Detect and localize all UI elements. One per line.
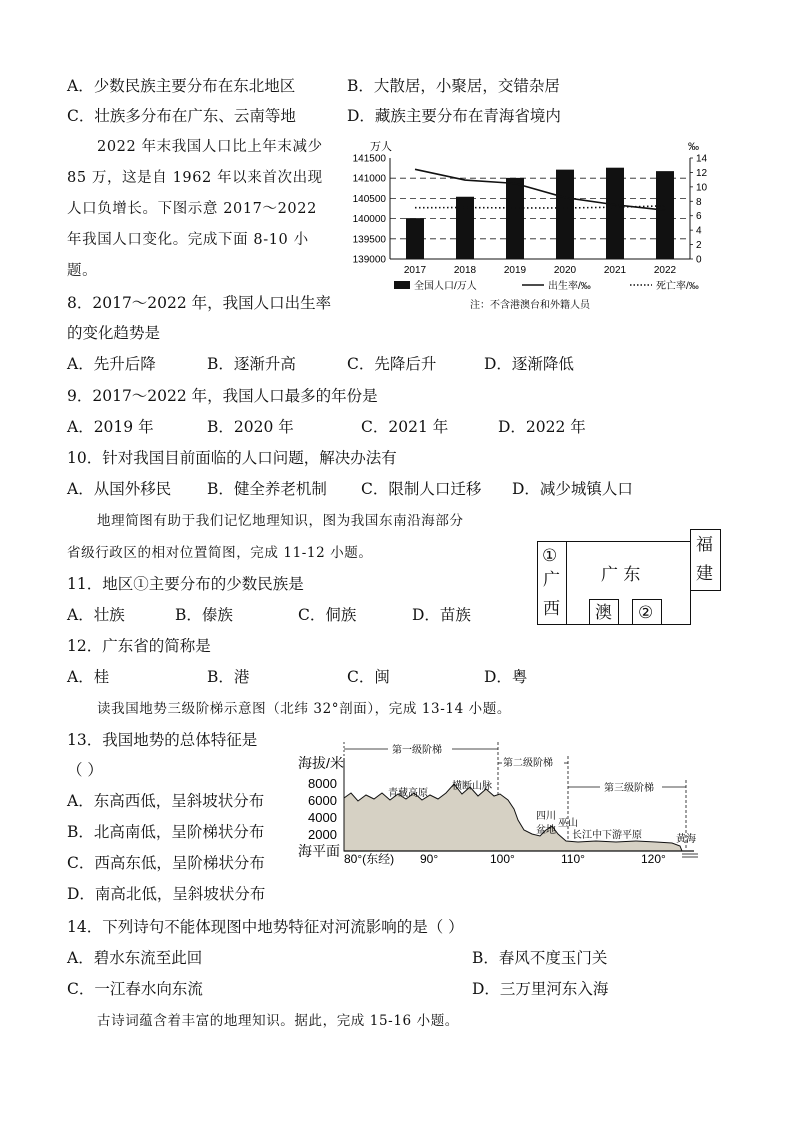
population-bar-2022: [656, 171, 674, 259]
intro-paragraph-line: 省级行政区的相对位置简图，完成 11-12 小题。: [67, 545, 373, 561]
year-label: 2020: [553, 265, 577, 276]
q7-option-b: B．大散居，小聚居，交错杂居: [347, 77, 560, 95]
chart-note: 注：不含港澳台和外籍人员: [470, 300, 590, 311]
map-label-circle-1: ①: [542, 546, 558, 566]
q8-stem: 8．2017～2022 年，我国人口出生率: [67, 294, 332, 312]
population-bar-2017: [406, 218, 424, 259]
q8-option-b: B．逐渐升高: [207, 355, 296, 373]
q12-option-b: B．港: [207, 668, 250, 686]
intro-paragraph-line: 人口负增长。下图示意 2017～2022: [67, 201, 317, 217]
q10-stem: 10．针对我国目前面临的人口问题，解决办法有: [67, 449, 397, 467]
q8-option-a: A．先升后降: [67, 355, 156, 373]
left-tick-label: 141500: [352, 153, 386, 165]
right-tick-label: 8: [696, 196, 702, 208]
terrain-xtick: 110°: [561, 852, 585, 866]
intro-paragraph-line: 年我国人口变化。完成下面 8-10 小: [67, 232, 309, 248]
q7-option-a: A．少数民族主要分布在东北地区: [67, 77, 296, 95]
intro-paragraph-line: 85 万，这是自 1962 年以来首次出现: [67, 170, 323, 186]
legend-death: 死亡率/‰: [656, 281, 699, 292]
terrain-xtick: 80°(东经): [344, 852, 395, 866]
q13-stem: 13．我国地势的总体特征是: [67, 731, 258, 749]
q8-stem-cont: 的变化趋势是: [67, 324, 161, 342]
q8-option-c: C．先降后升: [347, 355, 437, 373]
right-tick-label: 14: [696, 153, 708, 165]
right-tick-label: 4: [696, 225, 702, 237]
population-chart: [330, 138, 730, 318]
q10-option-b: B．健全养老机制: [207, 480, 327, 498]
terrain-sea-level: 海平面: [298, 843, 340, 859]
q9-option-a: A．2019 年: [67, 418, 154, 436]
terrain-xtick: 100°: [490, 852, 515, 866]
q8-option-d: D．逐渐降低: [484, 355, 574, 373]
terrain-ytick-2000: 2000: [308, 827, 337, 842]
intro-paragraph-line: 读我国地势三级阶梯示意图（北纬 32°剖面），完成 13-14 小题。: [97, 701, 511, 717]
right-tick-label: 6: [696, 211, 702, 223]
map-label-xi: 西: [543, 599, 560, 619]
q11-option-a: A．壮族: [67, 606, 125, 624]
population-bar-2019: [506, 178, 524, 259]
q9-option-b: B．2020 年: [207, 418, 294, 436]
terrain-xtick: 120°: [641, 852, 666, 866]
label-huanghai: 黄海: [676, 834, 696, 845]
population-bar-2020: [556, 170, 574, 259]
step3-label: 第三级阶梯: [604, 783, 654, 794]
right-axis-unit: ‰: [688, 141, 699, 153]
right-tick-label: 0: [696, 254, 702, 266]
population-bar-2018: [456, 197, 474, 259]
q14-option-c: C．一江春水向东流: [67, 980, 203, 998]
right-tick-label: 12: [696, 167, 708, 179]
year-label: 2018: [453, 265, 477, 276]
year-label: 2021: [603, 265, 627, 276]
label-basin: 盆地: [536, 825, 556, 836]
label-qinghai-plateau: 青藏高原: [388, 788, 428, 799]
legend-population: 全国人口/万人: [414, 281, 477, 292]
left-tick-label: 140000: [352, 214, 386, 226]
left-axis-unit: 万人: [370, 141, 392, 153]
q11-stem: 11．地区①主要分布的少数民族是: [67, 575, 304, 593]
intro-paragraph-line: 2022 年末我国人口比上年末减少: [97, 139, 323, 155]
step1-label: 第一级阶梯: [392, 745, 442, 756]
q11-option-d: D．苗族: [412, 606, 471, 624]
step2-label: 第二级阶梯: [503, 758, 553, 769]
right-tick-label: 10: [696, 182, 708, 194]
q14-option-a: A．碧水东流至此回: [67, 949, 203, 967]
terrain-xtick: 90°: [420, 852, 439, 866]
q7-option-c: C．壮族多分布在广东、云南等地: [67, 107, 296, 125]
map-label-fu: 福: [696, 535, 713, 555]
terrain-ytick-6000: 6000: [308, 793, 337, 808]
terrain-profile-diagram: [296, 738, 700, 868]
q9-stem: 9．2017～2022 年，我国人口最多的年份是: [67, 387, 378, 405]
q9-option-d: D．2022 年: [498, 418, 586, 436]
terrain-ytick-8000: 8000: [308, 776, 337, 791]
map-label-guang: 广: [543, 570, 560, 590]
year-label: 2022: [653, 265, 677, 276]
q11-option-b: B．傣族: [175, 606, 233, 624]
intro-paragraph-line: 地理简图有助于我们记忆地理知识，图为我国东南沿海部分: [97, 513, 464, 529]
legend-bar-swatch: [394, 281, 410, 289]
q14-option-b: B．春风不度玉门关: [472, 949, 608, 967]
q10-option-d: D．减少城镇人口: [512, 480, 633, 498]
intro-paragraph-line: 古诗词蕴含着丰富的地理知识。据此，完成 15-16 小题。: [97, 1013, 459, 1029]
map-label-macau: 澳: [595, 603, 612, 623]
label-yangtze-plain: 长江中下游平原: [572, 830, 642, 841]
year-label: 2017: [403, 265, 427, 276]
label-hengduan: 横断山脉: [452, 781, 492, 792]
q14-option-d: D．三万里河东入海: [472, 980, 609, 998]
death-rate-line: [415, 206, 665, 208]
legend-birth: 出生率/‰: [548, 281, 591, 292]
map-label-circle-2: ②: [638, 603, 654, 623]
year-label: 2019: [503, 265, 527, 276]
q7-option-d: D．藏族主要分布在青海省境内: [347, 107, 561, 125]
birth-rate-line: [415, 169, 665, 210]
left-tick-label: 140500: [352, 193, 386, 205]
q12-stem: 12．广东省的简称是: [67, 637, 211, 655]
q11-option-c: C．侗族: [298, 606, 357, 624]
terrain-ylabel: 海拔/米: [298, 755, 344, 771]
q13-option-d: D．南高北低，呈斜坡状分布: [67, 885, 266, 903]
q13-option-c: C．西高东低，呈阶梯状分布: [67, 854, 265, 872]
q12-option-c: C．闽: [347, 668, 390, 686]
population-bar-2021: [606, 168, 624, 259]
intro-paragraph-line: 题。: [67, 263, 98, 279]
left-tick-label: 141000: [352, 173, 386, 185]
left-tick-label: 139000: [352, 254, 386, 266]
q13-option-a: A．东高西低，呈斜坡状分布: [67, 792, 265, 810]
q12-option-a: A．桂: [67, 668, 110, 686]
q13-option-b: B．北高南低，呈阶梯状分布: [67, 823, 265, 841]
label-wushan: 巫山: [558, 818, 578, 829]
q12-option-d: D．粤: [484, 668, 528, 686]
map-label-jian: 建: [696, 564, 713, 584]
q14-stem: 14．下列诗句不能体现图中地势特征对河流影响的是（ ）: [67, 918, 464, 936]
left-tick-label: 139500: [352, 234, 386, 246]
label-sichuan: 四川: [536, 811, 556, 822]
province-map: [537, 529, 723, 625]
right-tick-label: 2: [696, 240, 702, 252]
q10-option-c: C．限制人口迁移: [361, 480, 482, 498]
q10-option-a: A．从国外移民: [67, 480, 172, 498]
map-label-guangdong: 广 东: [601, 565, 641, 585]
terrain-ytick-4000: 4000: [308, 810, 337, 825]
q9-option-c: C．2021 年: [361, 418, 449, 436]
q13-answer-paren: （ ）: [67, 761, 103, 779]
